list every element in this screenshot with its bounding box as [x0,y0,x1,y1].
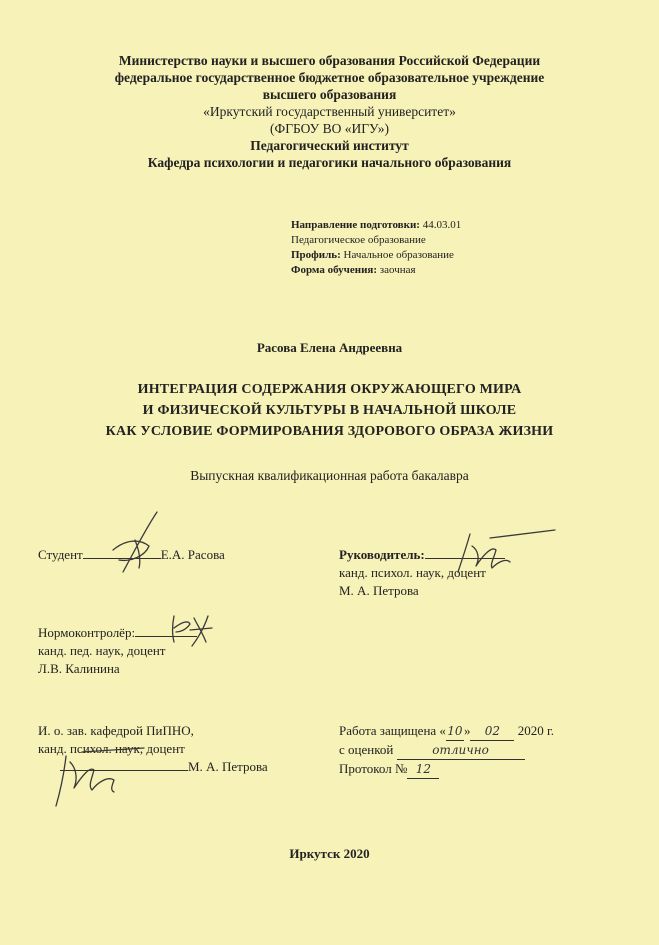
grade-label: с оценкой [339,742,394,757]
ministry-line: Министерство науки и высшего образования Российской Федерации [118,53,541,68]
education-level-line: высшего образования [262,87,397,102]
direction-value: 44.03.01 [422,219,462,231]
supervisor-signature [450,528,560,578]
protocol-row [339,760,554,779]
thesis-title-line1: ИНТЕГРАЦИЯ СОДЕРЖАНИЯ ОКРУЖАЮЩЕГО МИРА [137,382,522,397]
head-position: И. о. зав. кафедрой ПиПНО, [38,723,194,738]
defense-year: 2020 г. [517,723,555,738]
student-name: Е.А. Расова [160,547,225,562]
profile-value: Начальное образование [343,249,454,261]
form-value: заочная [379,264,416,276]
defense-day: 10 [446,722,464,741]
student-signature [105,510,165,580]
university-name: «Иркутский государственный университет» [203,104,456,119]
supervisor-label: Руководитель: [339,547,425,562]
head-signature [52,748,152,810]
profile-row [291,248,454,262]
normcontrol-signature [168,612,218,648]
direction-name: Педагогическое образование [291,234,426,246]
university-abbr: (ФГБОУ ВО «ИГУ») [270,121,389,136]
profile-label: Профиль: [291,249,341,261]
normcontrol-degree: канд. пед. наук, доцент [38,643,166,658]
head-name: М. А. Петрова [188,759,268,774]
institute-name: Педагогический институт [250,138,409,153]
direction-label: Направление подготовки: [291,219,420,231]
normcontrol-name: Л.В. Калинина [38,661,120,676]
defense-prefix: Работа защищена « [339,723,446,738]
protocol-label: Протокол № [339,761,408,776]
normcontrol-label: Нормоконтролёр: [38,625,136,640]
supervisor-degree: канд. психол. наук, доцент [339,565,486,580]
form-label: Форма обучения: [291,264,378,276]
author-name: Расова Елена Андреевна [256,340,403,355]
city-year: Иркутск 2020 [289,846,370,861]
thesis-title-line2: И ФИЗИЧЕСКОЙ КУЛЬТУРЫ В НАЧАЛЬНОЙ ШКОЛЕ [142,403,517,418]
grade-value: отлично [397,741,525,760]
department-name: Кафедра психологии и педагогики начального образования [147,155,512,170]
work-type: Выпускная квалификационная работа бакалавра [190,468,469,483]
defense-mid: » [463,723,471,738]
supervisor-name: М. А. Петрова [339,583,419,598]
grade-row [339,741,554,760]
student-label: Студент [38,547,83,562]
form-row [291,263,416,277]
thesis-title-line3: КАК УСЛОВИЕ ФОРМИРОВАНИЯ ЗДОРОВОГО ОБРАЗА ЖИЗНИ [105,424,554,439]
head-degree: канд. психол. наук, доцент [38,741,185,756]
defense-date-row [339,722,554,741]
institution-type-line: федеральное государственное бюджетное образовательное учреждение [114,70,545,85]
protocol-value: 12 [407,760,439,779]
defense-block [339,722,554,779]
defense-month: 02 [470,722,514,741]
direction-row [291,218,461,232]
